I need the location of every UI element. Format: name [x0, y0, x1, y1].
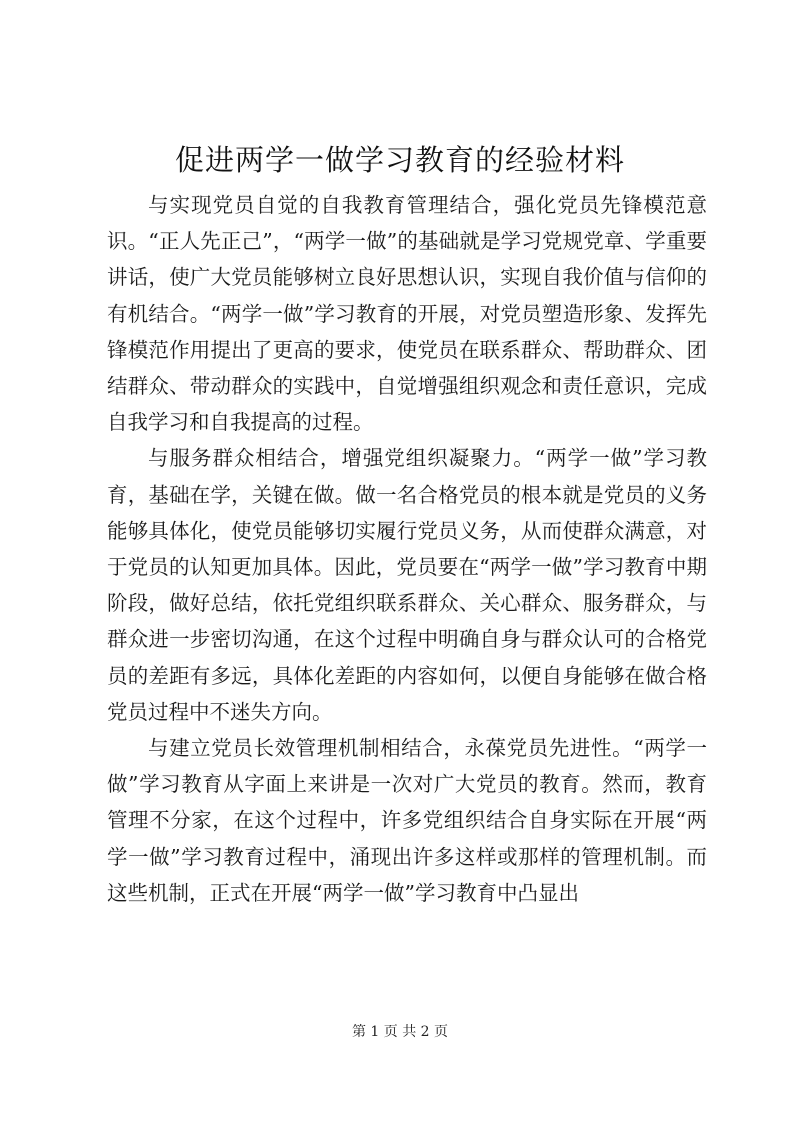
document-body — [107, 187, 707, 911]
page-number-label: 第 1 页 共 2 页 — [351, 1024, 449, 1040]
page-footer — [0, 1022, 800, 1042]
document-title: 促进两学一做学习教育的经验材料 — [174, 143, 625, 177]
paragraph-2: 与服务群众相结合，增强党组织凝聚力。“两学一做”学习教育，基础在学，关键在做。做一名合格党员的根本就是党员的义务能够具体化，使党员能够切实履行党员义务，从而使群众满意，对于党员的认知更加具体。因此，党员要在“两学一做”学习教育中期阶段，做好总结，依托党组织联系群众、关心群众、服务群众，与群众进一步密切沟通，在这个过程中明确自身与群众认可的合格党员的差距有多远，具体化差距的内容如何，以便自身能够在做合格党员过程中不迷失方向。 — [107, 446, 707, 724]
paragraph-1: 与实现党员自觉的自我教育管理结合，强化党员先锋模范意识。“正人先正己”，“两学一做”的基础就是学习党规党章、学重要讲话，使广大党员能够树立良好思想认识，实现自我价值与信仰的有机结合。“两学一做”学习教育的开展，对党员塑造形象、发挥先锋模范作用提出了更高的要求，使党员在联系群众、帮助群众、团结群众、带动群众的实践中，自觉增强组织观念和责任意识，完成自我学习和自我提高的过程。 — [107, 193, 707, 435]
paragraph-3: 与建立党员长效管理机制相结合，永葆党员先进性。“两学一做”学习教育从字面上来讲是一次对广大党员的教育。然而，教育管理不分家，在这个过程中，许多党组织结合自身实际在开展“两学一做”学习教育过程中，涌现出许多这样或那样的管理机制。而这些机制，正式在开展“两学一做”学习教育中凸显出 — [107, 736, 707, 905]
